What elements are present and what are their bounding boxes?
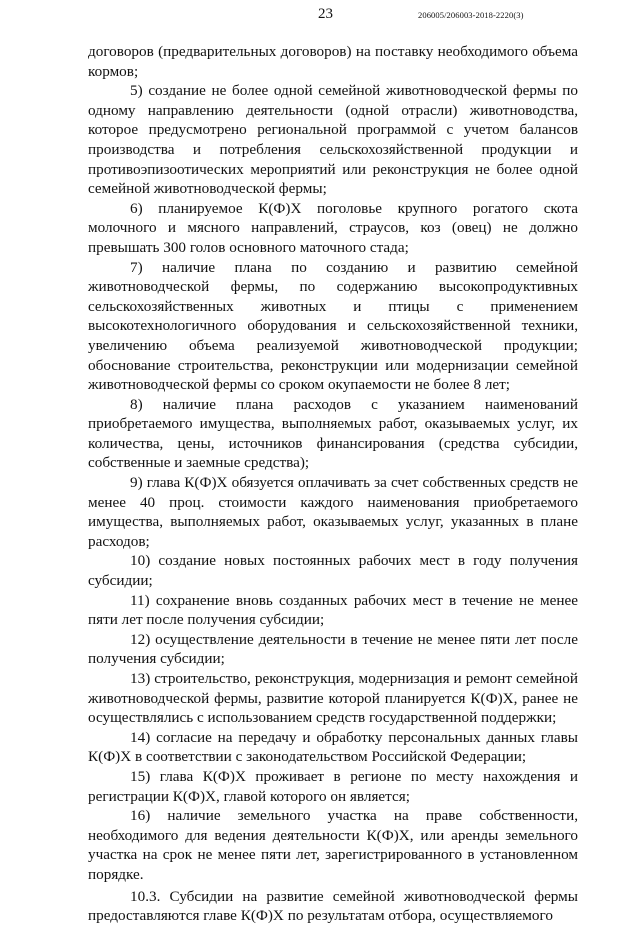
list-item-10: 10) создание новых постоянных рабочих мест в году получения субсидии; [88,552,578,590]
document-body [88,42,578,926]
section-10-3: 10.3. Субсидии на развитие семейной животноводческой фермы предоставляются главе К(Ф)Х по результатам отбора, осуществляемого [88,887,578,925]
list-item-16: 16) наличие земельного участка на праве собственности, необходимого для ведения деятельности К(Ф)Х, или аренды земельного участка на срок не менее пяти лет, зарегистрированного в установленном порядке. [88,807,578,883]
list-item-5: 5) создание не более одной семейной животноводческой фермы по одному направлению деятельности (одной отрасли) животноводства, которое предусмотрено региональной программой с учетом балансов производства и потребления сельскохозяйственной продукции и противоэпизоотических мероприятий или реконструкция не более одной семейной животноводческой фермы; [88,82,578,198]
list-item-13: 13) строительство, реконструкция, модернизация и ремонт семейной животноводческой фермы, развитие которой планируется К(Ф)Х, ранее не осуществлялись с использованием средств государственной поддержки; [88,670,578,727]
list-item-9: 9) глава К(Ф)Х обязуется оплачивать за счет собственных средств не менее 40 проц. стоимости каждого наименования приобретаемого имущества, выполняемых работ, оказываемых услуг, указанных в плане расходов; [88,474,578,550]
document-code: 206005/206003-2018-2220(3) [418,10,524,20]
list-item-11: 11) сохранение вновь созданных рабочих мест в течение не менее пяти лет после получения субсидии; [88,591,578,629]
list-item-14: 14) согласие на передачу и обработку персональных данных главы К(Ф)Х в соответствии с законодательством Российской Федерации; [88,728,578,766]
list-item-12: 12) осуществление деятельности в течение не менее пяти лет после получения субсидии; [88,630,578,668]
list-item-15: 15) глава К(Ф)Х проживает в регионе по месту нахождения и регистрации К(Ф)Х, главой которого он является; [88,767,578,805]
paragraph-continuation: договоров (предварительных договоров) на поставку необходимого объема кормов; [88,43,578,80]
list-item-8: 8) наличие плана расходов с указанием наименований приобретаемого имущества, выполняемых работ, оказываемых услуг, их количества, цены, источников финансирования (средства субсидии, собственные и заемные средства); [88,395,578,472]
list-item-6: 6) планируемое К(Ф)Х поголовье крупного рогатого скота молочного и мясного направлений, страусов, коз (овец) не должно превышать 300 голов основного маточного стада; [88,199,578,256]
list-item-7: 7) наличие плана по созданию и развитию семейной животноводческой фермы, по содержанию высокопродуктивных сельскохозяйственных животных и птицы с применением высокотехнологичного оборудования и сельскохозяйственной техники, увеличению объема реализуемой животноводческой продукции; обоснование строительства, реконструкции или модернизации семейной животноводческой фермы со сроком окупаемости не более 8 лет; [88,258,578,394]
page-number: 23 [318,6,333,22]
